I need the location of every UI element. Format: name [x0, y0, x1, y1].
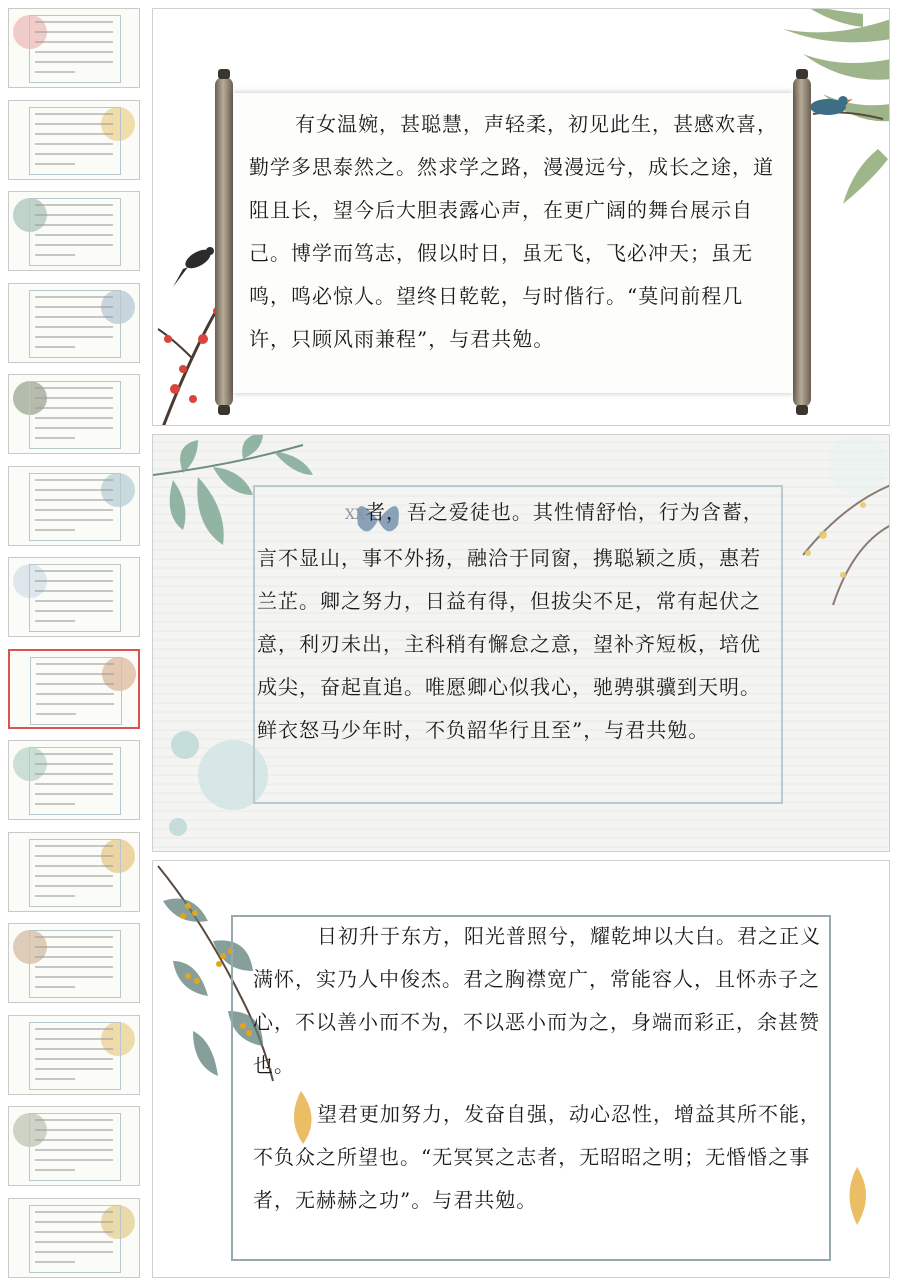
thumbnail-text-line [35, 519, 113, 521]
thumbnail-text-line [35, 123, 113, 125]
scroll-rod-right [793, 77, 811, 407]
slide-thumbnail[interactable] [8, 649, 140, 729]
slide-thumbnail[interactable] [8, 374, 140, 454]
scroll-rod-cap [796, 69, 808, 79]
slide-2 [152, 434, 890, 852]
thumbnail-text-line [35, 113, 113, 115]
thumbnail-text-line [35, 610, 113, 612]
thumbnail-text-line [35, 214, 113, 216]
thumbnail-text-line [36, 693, 114, 695]
thumbnail-text-line [35, 1139, 113, 1141]
thumbnail-text-line [35, 895, 75, 897]
thumbnail-text-line [35, 133, 113, 135]
thumbnail-text-line [35, 986, 75, 988]
slide1-paragraph: 有女温婉，甚聪慧，声轻柔，初见此生，甚感欢喜，勤学多思泰然之。然求学之路，漫漫远兮，成长之途，道阻且长，望今后大胆表露心声，在更广阔的舞台展示自己。博学而笃志，假以时日，虽无飞，飞必冲天；虽无鸣，鸣必惊人。望终日乾乾，与时偕行。“莫问前程几许，只顾风雨兼程”，与君共勉。 [249, 112, 778, 351]
scroll-rod-cap [218, 405, 230, 415]
thumbnail-text-line [35, 966, 113, 968]
thumbnail-text-line [35, 1058, 113, 1060]
thumbnail-text-line [35, 417, 113, 419]
thumbnail-text-line [35, 21, 113, 23]
thumbnail-text-line [35, 803, 75, 805]
thumbnail-text-line [35, 1231, 113, 1233]
thumbnail-text-line [35, 296, 113, 298]
slide-thumbnail[interactable] [8, 832, 140, 912]
thumbnail-text-line [35, 885, 113, 887]
thumbnail-text-line [35, 316, 113, 318]
slide-thumbnail[interactable] [8, 1106, 140, 1186]
thumbnail-text-line [35, 489, 113, 491]
thumbnail-text-line [35, 61, 113, 63]
thumbnail-text-line [35, 590, 113, 592]
thumbnail-text-line [35, 1169, 75, 1171]
thumbnail-text-line [35, 956, 113, 958]
scroll-rod-cap [218, 69, 230, 79]
thumbnail-text-line [35, 244, 113, 246]
thumbnail-text-line [35, 427, 113, 429]
thumbnail-text-line [35, 71, 75, 73]
thumbnail-text-line [35, 1068, 113, 1070]
thumbnail-text-line [35, 620, 75, 622]
thumbnail-text-line [36, 683, 114, 685]
thumbnail-text-line [36, 703, 114, 705]
thumbnail-text-line [35, 763, 113, 765]
thumbnail-text-line [35, 153, 113, 155]
thumbnail-text-line [35, 51, 113, 53]
thumbnail-text-line [35, 397, 113, 399]
thumbnail-text-line [35, 865, 113, 867]
thumbnail-text-line [35, 783, 113, 785]
thumbnail-text-line [35, 31, 113, 33]
slide3-paragraphs [253, 915, 831, 1222]
slide-thumbnail[interactable] [8, 1198, 140, 1278]
slide-thumbnail[interactable] [8, 283, 140, 363]
thumbnail-text-line [35, 407, 113, 409]
slide-thumbnail[interactable] [8, 740, 140, 820]
thumbnail-text-line [35, 946, 113, 948]
thumbnail-text-line [35, 1159, 113, 1161]
scroll-rod-left [215, 77, 233, 407]
thumbnail-text-line [35, 163, 75, 165]
thumbnail-text-line [35, 234, 113, 236]
thumbnail-text-line [35, 204, 113, 206]
thumbnail-text-line [35, 855, 113, 857]
slide-thumbnail[interactable] [8, 8, 140, 88]
thumbnail-text-line [35, 437, 75, 439]
falling-leaf-icon [837, 1165, 877, 1235]
magpie-icon [173, 246, 214, 287]
thumbnail-text-line [35, 346, 75, 348]
thumbnail-text-line [35, 845, 113, 847]
thumbnail-text-line [35, 1078, 75, 1080]
thumbnail-text-line [35, 1261, 75, 1263]
scroll-rod-cap [796, 405, 808, 415]
slide-thumbnail[interactable] [8, 923, 140, 1003]
thumbnail-text-line [35, 41, 113, 43]
student-name-placeholder: XX [345, 507, 365, 523]
thumbnail-text-line [35, 1241, 113, 1243]
slide-1 [152, 8, 890, 426]
thumbnail-text-line [35, 224, 113, 226]
slide-thumbnail-panel [8, 8, 144, 1278]
thumbnail-text-line [36, 673, 114, 675]
thumbnail-text-line [35, 336, 113, 338]
thumbnail-text-line [35, 509, 113, 511]
thumbnail-text-line [35, 600, 113, 602]
thumbnail-text-line [35, 793, 113, 795]
thumbnail-text-line [35, 529, 75, 531]
thumbnail-text-line [35, 773, 113, 775]
thumbnail-text-line [35, 306, 113, 308]
thumbnail-text-line [35, 499, 113, 501]
slide-thumbnail[interactable] [8, 466, 140, 546]
thumbnail-text-line [35, 936, 113, 938]
thumbnail-text-line [35, 143, 113, 145]
thumbnail-text-line [36, 663, 114, 665]
thumbnail-text-line [35, 1129, 113, 1131]
thumbnail-text-line [35, 570, 113, 572]
thumbnail-text-line [35, 479, 113, 481]
thumbnail-text-line [36, 713, 76, 715]
thumbnail-text-line [35, 1251, 113, 1253]
slide-thumbnail[interactable] [8, 191, 140, 271]
thumbnail-text-line [35, 1028, 113, 1030]
thumbnail-text-line [35, 387, 113, 389]
thumbnail-text-line [35, 1048, 113, 1050]
thumbnail-text-line [35, 580, 113, 582]
thumbnail-text-line [35, 875, 113, 877]
slide2-paragraph: XX者，吾之爱徒也。其性情舒怡，行为含蓄，言不显山，事不外扬，融洽于同窗，携聪颖之质，惠若兰芷。卿之努力，日益有得，但拔尖不足，常有起伏之意，利刃未出，主科稍有懈怠之意，望补齐短板，培优成尖，奋起直追。唯愿卿心似我心，驰骋骐骥到天明。鲜衣怒马少年时，不负韶华行且至”，与君共勉。 [257, 500, 764, 742]
slide-3 [152, 860, 890, 1278]
thumbnail-text-line [35, 254, 75, 256]
thumbnail-text-line [35, 1221, 113, 1223]
thumbnail-text-line [35, 1119, 113, 1121]
thumbnail-text-line [35, 1149, 113, 1151]
slide-thumbnail[interactable] [8, 100, 140, 180]
thumbnail-text-line [35, 1211, 113, 1213]
thumbnail-text-line [35, 1038, 113, 1040]
slide-thumbnail[interactable] [8, 557, 140, 637]
slide-thumbnail[interactable] [8, 1015, 140, 1095]
thumbnail-text-line [35, 753, 113, 755]
thumbnail-text-line [35, 326, 113, 328]
slide3-paragraph-1: 日初升于东方，阳光普照兮，耀乾坤以大白。君之正义满怀，实乃人中俊杰。君之胸襟宽广，常能容人，且怀赤子之心，不以善小而不为，不以恶小而为之，身端而彩正，余甚赞也。 [253, 924, 821, 1077]
slide3-paragraph-2: 望君更加努力，发奋自强，动心忍性，增益其所不能，不负众之所望也。“无冥冥之志者，无昭昭之明；无惛惛之事者，无赫赫之功”。与君共勉。 [253, 1102, 821, 1212]
thumbnail-text-line [35, 976, 113, 978]
